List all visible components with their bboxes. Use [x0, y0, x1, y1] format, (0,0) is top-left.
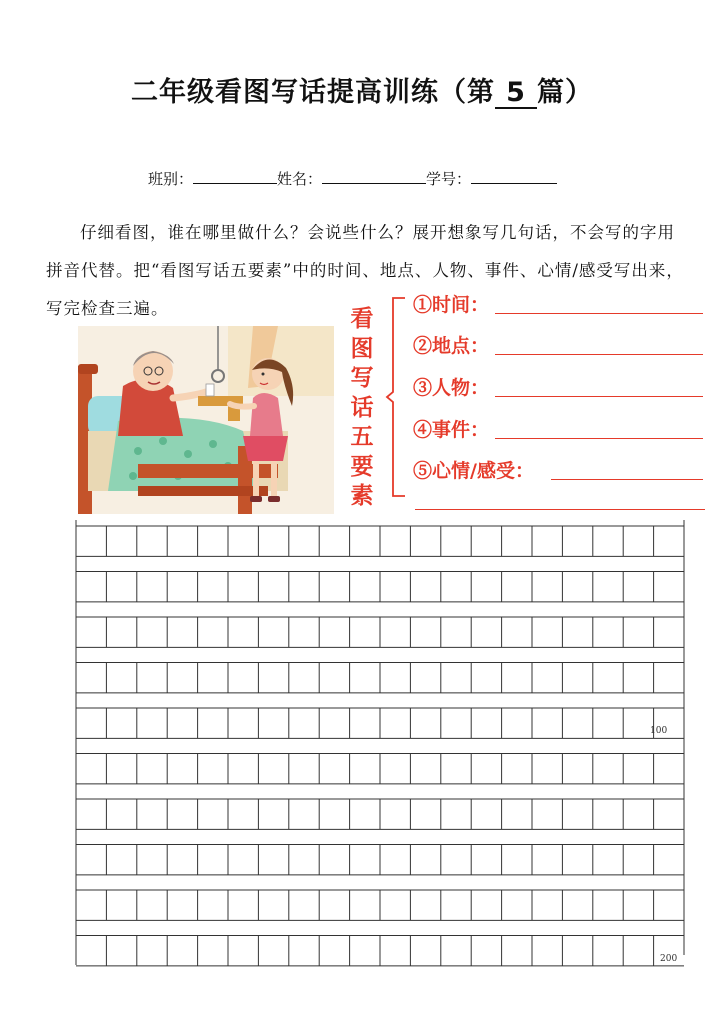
class-label: 班别： [148, 170, 194, 188]
char-counter-200: 200 [660, 954, 678, 964]
element-event-label: ④事件： [413, 419, 490, 441]
five-elements-char: 写 [350, 364, 374, 391]
char-counter-100: 100 [650, 726, 668, 736]
id-label: 学号： [426, 170, 472, 188]
five-elements-char: 要 [350, 452, 374, 480]
element-place-label: ②地点： [413, 335, 490, 357]
element-people-label: ③人物： [413, 377, 490, 399]
five-elements-char: 五 [350, 423, 374, 450]
five-elements-char: 话 [350, 393, 374, 421]
element-time-label: ①时间： [413, 294, 490, 316]
issue-number: 5 [495, 79, 537, 109]
name-label: 姓名： [277, 170, 323, 188]
five-elements-char: 图 [350, 334, 374, 362]
element-feeling-label: ⑤心情/感受： [413, 460, 534, 482]
five-elements-char: 看 [350, 305, 374, 332]
instructions-text: 仔细看图，谁在哪里做什么？会说些什么？展开想象写几句话，不会写的字用拼音代替。把“看图写话五要素”中的时间、地点、人物、事件、心情/感受写出来，写完检查三遍。 [46, 223, 684, 318]
title-prefix: 二年级看图写话提高训练（第 [131, 77, 495, 108]
five-elements-char: 素 [350, 482, 374, 509]
title-suffix: 篇） [537, 77, 593, 108]
